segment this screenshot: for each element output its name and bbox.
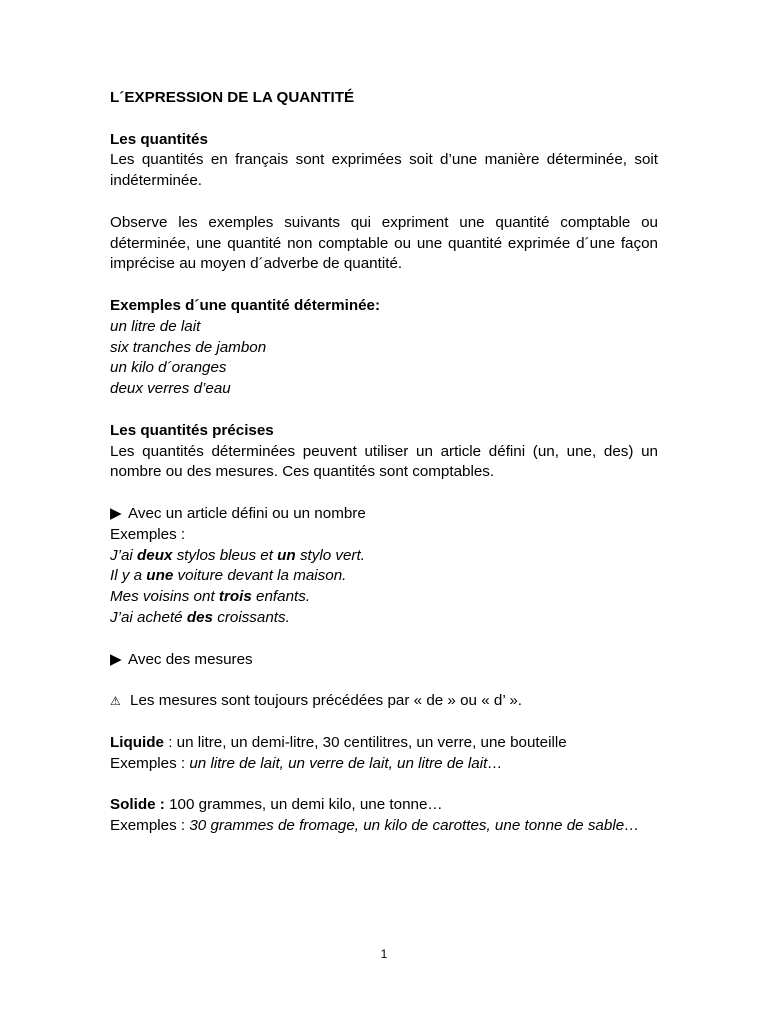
example-sentence: J’ai acheté des croissants. (110, 608, 290, 626)
solide-line: Solide : 100 grammes, un demi kilo, une tonne… (110, 796, 443, 814)
paragraph-observe: Observe les exemples suivants qui expriment une quantité comptable ou déterminée, une quantité non comptable ou une quantité exprimée d´une façon imprécise au moyen d´adverbe de quantité. (110, 213, 658, 273)
paragraph-quantites: Les quantités en français sont exprimées soit d’une manière déterminée, soit indéterminée. (110, 151, 658, 190)
liquide-line: Liquide : un litre, un demi-litre, 30 centilitres, un verre, une bouteille (110, 733, 567, 751)
section-heading-precises: Les quantités précises (110, 421, 274, 439)
warning-text: Les mesures sont toujours précédées par « de » ou « d’ ». (130, 692, 523, 710)
page-number: 1 (380, 947, 388, 961)
document-body (110, 88, 658, 837)
liquide-examples: Exemples : un litre de lait, un verre de lait, un litre de lait… (110, 754, 503, 772)
warning-note (110, 691, 658, 712)
example-line: deux verres d’eau (110, 380, 231, 398)
example-sentence: Il y a une voiture devant la maison. (110, 567, 347, 585)
paragraph-precises: Les quantités déterminées peuvent utiliser un article défini (un, une, des) un nombre ou des mesures. Ces quantités sont comptables. (110, 442, 658, 481)
bullet-article (110, 504, 658, 525)
example-sentence: Mes voisins ont trois enfants. (110, 588, 311, 606)
bullet-label: Avec un article défini ou un nombre (128, 504, 366, 522)
warning-icon: ⚠ (110, 694, 121, 709)
bullet-label: Avec des mesures (128, 650, 253, 668)
arrow-right-icon: ▶ (110, 504, 122, 522)
example-sentence: J’ai deux stylos bleus et un stylo vert. (110, 546, 365, 564)
document-title: L´EXPRESSION DE LA QUANTITÉ (110, 89, 355, 106)
section-heading-quantites: Les quantités (110, 130, 208, 148)
example-line: un kilo d´oranges (110, 359, 227, 377)
example-line: six tranches de jambon (110, 338, 267, 356)
example-line: un litre de lait (110, 317, 201, 335)
arrow-right-icon: ▶ (110, 650, 122, 668)
examples-label: Exemples : (110, 525, 186, 543)
solide-examples: Exemples : 30 grammes de fromage, un kilo de carottes, une tonne de sable… (110, 816, 640, 834)
bullet-mesures (110, 650, 658, 671)
section-heading-exemples: Exemples d´une quantité déterminée: (110, 296, 381, 314)
